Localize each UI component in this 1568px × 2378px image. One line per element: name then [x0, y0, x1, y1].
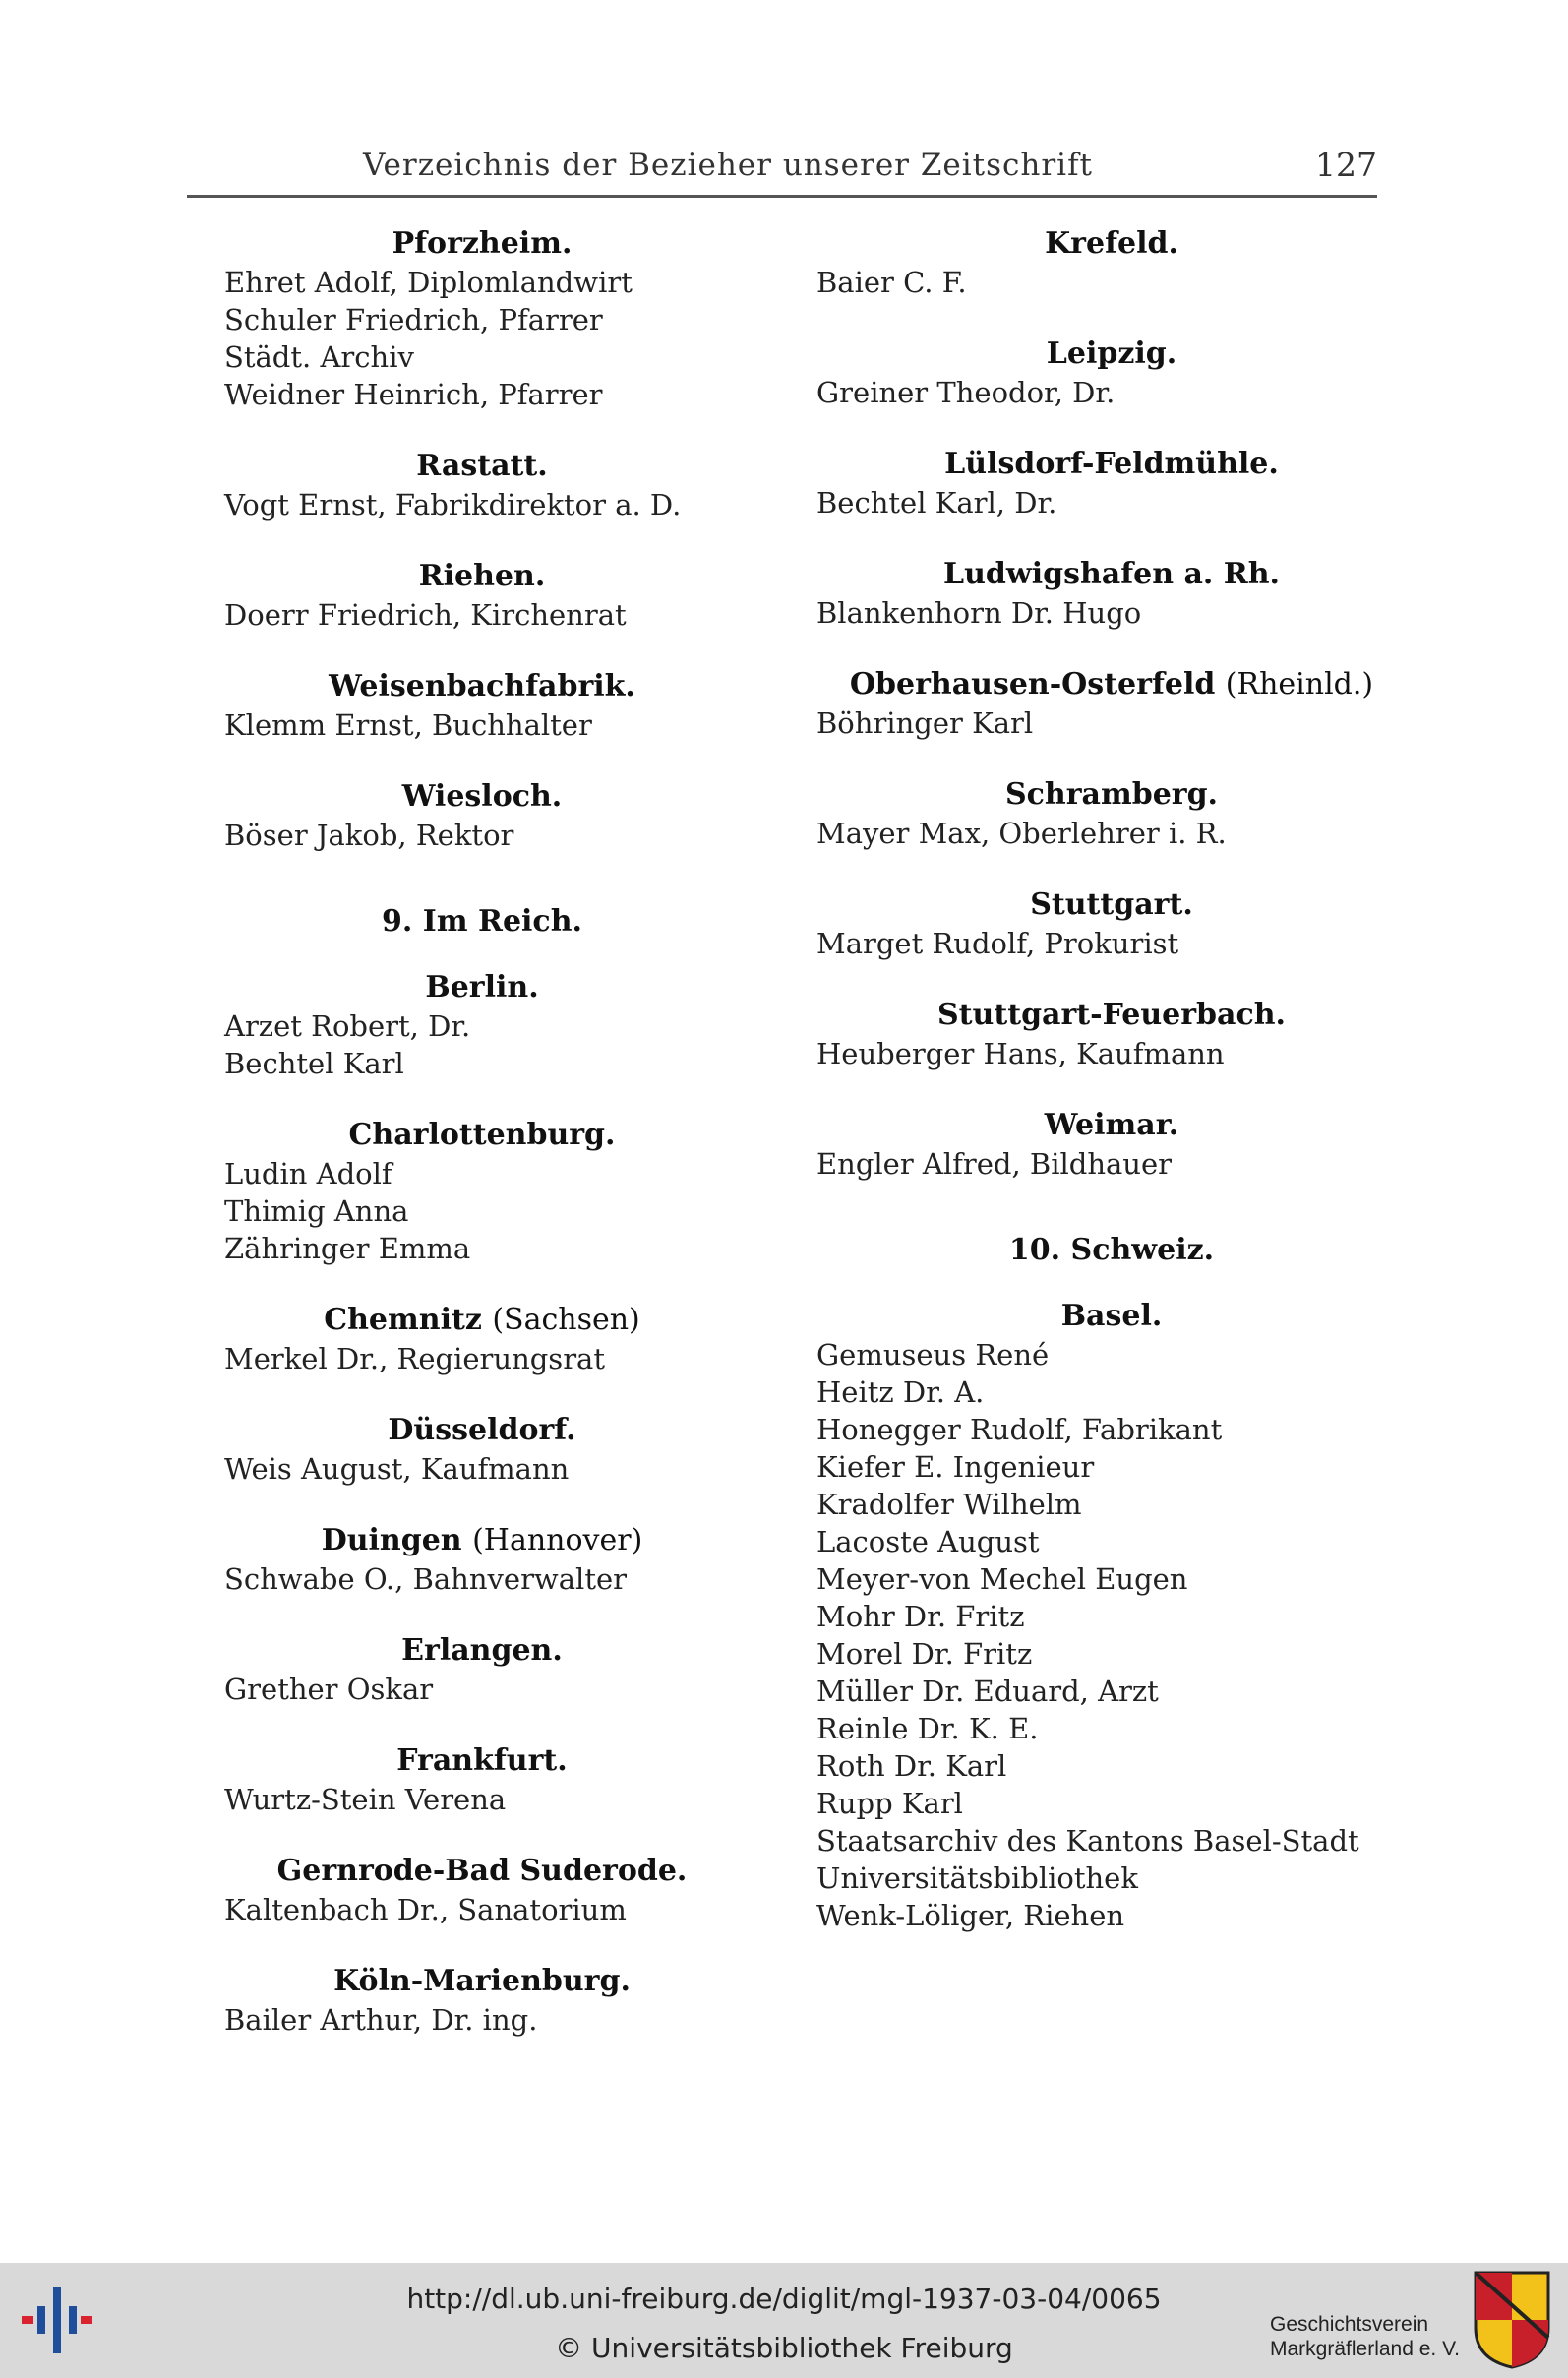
subscriber-entry: Wenk-Löliger, Riehen	[816, 1899, 1125, 1932]
place-name: Köln-Marienburg.	[333, 1964, 631, 1998]
spacer	[207, 1598, 757, 1631]
subscriber-entry: Engler Alfred, Bildhauer	[816, 1147, 1172, 1181]
place-name: Berlin.	[425, 970, 539, 1005]
place-heading-krefeld	[807, 224, 1417, 264]
place-heading-luelsdorf-feldmuehle	[807, 445, 1417, 484]
place-name: Lülsdorf-Feldmühle.	[944, 447, 1279, 481]
subscriber-entry: Thimig Anna	[224, 1194, 409, 1228]
place-name: Chemnitz	[324, 1303, 482, 1337]
subscriber-entry: Wurtz-Stein Verena	[224, 1783, 507, 1816]
subscriber-entry: Kiefer E. Ingenieur	[816, 1450, 1095, 1484]
subscriber-entry: Baier C. F.	[816, 266, 967, 299]
spacer	[807, 962, 1417, 996]
place-name: Riehen.	[418, 559, 546, 593]
subscriber-entry: Böser Jakob, Rektor	[224, 819, 514, 852]
society-crest-icon	[1472, 2269, 1552, 2371]
subscriber-entry: Ehret Adolf, Diplomlandwirt	[224, 266, 633, 299]
place-heading-oberhausen-osterfeld	[807, 665, 1417, 704]
left-column	[207, 224, 757, 2039]
spacer	[807, 1072, 1417, 1106]
place-heading-charlottenburg	[207, 1116, 757, 1155]
subscriber-entry: Blankenhorn Dr. Hugo	[816, 596, 1142, 630]
subscriber-entry: Bailer Arthur, Dr. ing.	[224, 2003, 538, 2037]
place-note: (Sachsen)	[492, 1303, 640, 1337]
subscriber-entry: Weidner Heinrich, Pfarrer	[224, 378, 603, 411]
place-name: Weisenbachfabrik.	[329, 669, 635, 703]
spacer	[807, 301, 1417, 335]
subscriber-entry: Kaltenbach Dr., Sanatorium	[224, 1893, 627, 1926]
spacer	[207, 1377, 757, 1411]
place-heading-weimar	[807, 1106, 1417, 1145]
place-heading-koeln-marienburg	[207, 1962, 757, 2001]
right-column	[807, 224, 1417, 1934]
place-name: Charlottenburg.	[348, 1118, 616, 1152]
subscriber-entry: Heitz Dr. A.	[816, 1375, 985, 1409]
place-name: Weimar.	[1044, 1108, 1179, 1142]
place-heading-stuttgart	[807, 885, 1417, 925]
subscriber-entry: Schwabe O., Bahnverwalter	[224, 1562, 628, 1596]
subscriber-entry: Vogt Ernst, Fabrikdirektor a. D.	[224, 488, 682, 521]
place-heading-berlin	[207, 968, 757, 1007]
place-name: Basel.	[1060, 1299, 1163, 1333]
subscriber-entry: Marget Rudolf, Prokurist	[816, 927, 1179, 960]
spacer	[207, 943, 757, 968]
subscriber-entry: Ludin Adolf	[224, 1157, 392, 1190]
subscriber-entry: Universitätsbibliothek	[816, 1861, 1138, 1895]
subscriber-entry: Rupp Karl	[816, 1787, 963, 1820]
subscriber-entry: Doerr Friedrich, Kirchenrat	[224, 598, 627, 632]
spacer	[207, 1488, 757, 1521]
place-name: Pforzheim.	[392, 226, 573, 261]
header-title: Verzeichnis der Bezieher unserer Zeitschrift	[362, 148, 1093, 183]
footer-bar	[0, 2263, 1568, 2378]
place-heading-ludwigshafen-a-rh	[807, 555, 1417, 594]
spacer	[807, 742, 1417, 775]
subscriber-entry: Arzet Robert, Dr.	[224, 1009, 471, 1043]
subscriber-entry: Zähringer Emma	[224, 1232, 471, 1265]
place-heading-basel	[807, 1297, 1417, 1336]
subscriber-entry: Schuler Friedrich, Pfarrer	[224, 303, 603, 336]
subscriber-entry: Honegger Rudolf, Fabrikant	[816, 1413, 1223, 1446]
subscriber-entry: Mohr Dr. Fritz	[816, 1600, 1025, 1633]
subscriber-entry: Heuberger Hans, Kaufmann	[816, 1037, 1225, 1070]
place-heading-stuttgart-feuerbach	[807, 996, 1417, 1035]
spacer	[807, 1271, 1417, 1297]
spacer	[207, 1708, 757, 1741]
subscriber-entry: Grether Oskar	[224, 1673, 434, 1706]
subscriber-entry: Mayer Max, Oberlehrer i. R.	[816, 817, 1227, 850]
subscriber-entry: Meyer-von Mechel Eugen	[816, 1562, 1188, 1596]
spacer	[207, 634, 757, 667]
place-name: Wiesloch.	[401, 779, 563, 814]
subscriber-entry: Roth Dr. Karl	[816, 1749, 1007, 1783]
place-name: Krefeld.	[1045, 226, 1178, 261]
place-name: Stuttgart-Feuerbach.	[937, 998, 1286, 1032]
place-name: Stuttgart.	[1030, 887, 1193, 922]
place-heading-duesseldorf	[207, 1411, 757, 1450]
place-heading-schramberg	[807, 775, 1417, 815]
section-heading: 9. Im Reich.	[382, 904, 582, 939]
place-heading-frankfurt	[207, 1741, 757, 1781]
place-name: Ludwigshafen a. Rh.	[943, 557, 1280, 591]
place-note: (Rheinld.)	[1225, 667, 1374, 701]
subscriber-entry: Lacoste August	[816, 1525, 1040, 1558]
spacer	[207, 1267, 757, 1301]
subscriber-entry: Müller Dr. Eduard, Arzt	[816, 1675, 1159, 1708]
place-name: Duingen	[321, 1523, 462, 1557]
place-name: Erlangen.	[401, 1633, 563, 1668]
spacer	[207, 1082, 757, 1116]
subscriber-entry: Böhringer Karl	[816, 706, 1034, 740]
place-name: Leipzig.	[1046, 336, 1177, 371]
subscriber-entry: Weis August, Kaufmann	[224, 1452, 570, 1486]
place-heading-gernrode-bad-suderode	[207, 1852, 757, 1891]
place-heading-wiesloch	[207, 777, 757, 817]
place-name: Düsseldorf.	[388, 1413, 576, 1447]
subscriber-entry: Klemm Ernst, Buchhalter	[224, 708, 592, 742]
subscriber-entry: Kradolfer Wilhelm	[816, 1488, 1082, 1521]
subscriber-entry: Reinle Dr. K. E.	[816, 1712, 1039, 1745]
spacer	[807, 411, 1417, 445]
copyright-text: © Universitätsbibliothek Freiburg	[555, 2332, 1013, 2364]
place-heading-leipzig	[807, 335, 1417, 374]
subscriber-entry: Greiner Theodor, Dr.	[816, 376, 1116, 409]
place-heading-rastatt	[207, 447, 757, 486]
place-heading-chemnitz	[207, 1301, 757, 1340]
subscriber-entry: Bechtel Karl	[224, 1047, 404, 1080]
place-name: Gernrode-Bad Suderode.	[276, 1854, 688, 1888]
spacer	[207, 1818, 757, 1852]
place-name: Schramberg.	[1004, 777, 1219, 812]
running-header	[187, 146, 1377, 198]
place-name: Rastatt.	[416, 449, 548, 483]
spacer	[807, 1183, 1417, 1230]
place-heading-weisenbachfabrik	[207, 667, 757, 706]
spacer	[807, 521, 1417, 555]
spacer	[207, 1928, 757, 1962]
subscriber-entry: Morel Dr. Fritz	[816, 1637, 1033, 1671]
spacer	[807, 632, 1417, 665]
spacer	[207, 854, 757, 901]
society-name	[1270, 2312, 1460, 2361]
place-note: (Hannover)	[472, 1523, 643, 1557]
place-heading-erlangen	[207, 1631, 757, 1671]
subscriber-entry: Gemuseus René	[816, 1338, 1050, 1372]
subscriber-entry: Staatsarchiv des Kantons Basel-Stadt	[816, 1824, 1359, 1858]
subscriber-entry: Städt. Archiv	[224, 340, 414, 374]
place-heading-riehen	[207, 557, 757, 596]
society-line-1: Geschichtsverein	[1270, 2313, 1429, 2336]
spacer	[807, 852, 1417, 885]
source-url-link[interactable]: http://dl.ub.uni-freiburg.de/diglit/mgl-1937-03-04/0065	[406, 2283, 1162, 2315]
place-name: Oberhausen-Osterfeld	[849, 667, 1216, 701]
spacer	[207, 744, 757, 777]
subscriber-entry: Bechtel Karl, Dr.	[816, 486, 1057, 519]
section-heading: 10. Schweiz.	[1008, 1233, 1215, 1267]
page-number: 127	[1315, 146, 1377, 184]
spacer	[207, 523, 757, 557]
place-heading-duingen	[207, 1521, 757, 1560]
place-name: Frankfurt.	[396, 1743, 568, 1778]
society-line-2: Markgräflerland e. V.	[1270, 2338, 1460, 2360]
spacer	[207, 413, 757, 447]
place-heading-pforzheim	[207, 224, 757, 264]
subscriber-entry: Merkel Dr., Regierungsrat	[224, 1342, 605, 1375]
